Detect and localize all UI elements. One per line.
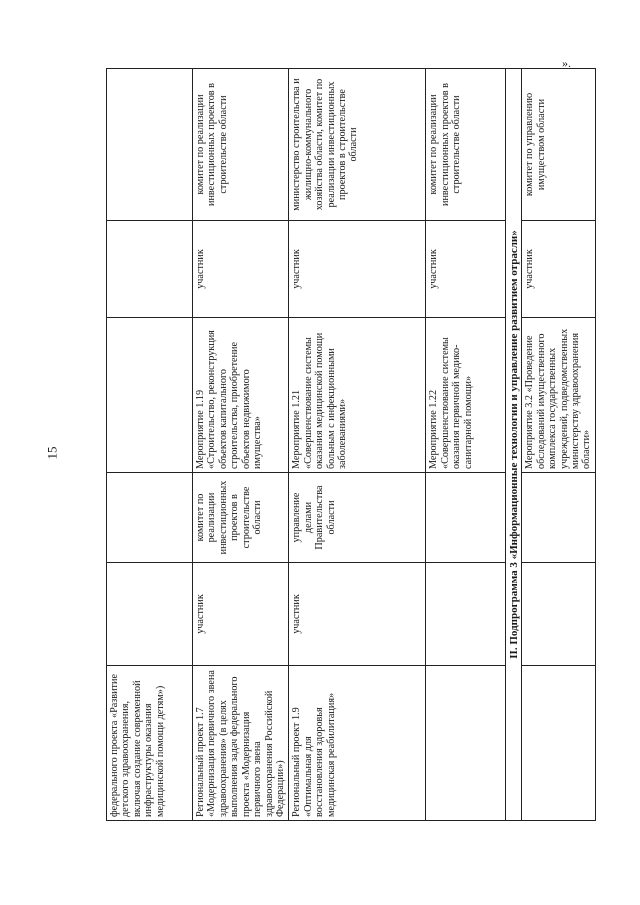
role-cell (107, 563, 193, 666)
role-cell: участник (522, 221, 596, 318)
table-row (522, 69, 596, 821)
role-cell: участник (193, 221, 289, 318)
subprogram-heading: II. Подпрограмма 3 «Информационные технологии и управление развитием отрасли» (506, 69, 522, 821)
activity-cell: Региональный проект 1.7 «Модернизация первичного звена здравоохранения» (в целях выполнения задач федерального проекта «Модернизация первичного звена здравоохранения Российской Федерации») (193, 666, 289, 821)
measure-cell: Мероприятие 1.21 «Совершенствование системы оказания медицинской помощи больным с инфекционными заболеваниями» (289, 318, 426, 473)
organization-cell: управление делами Правительства области (289, 473, 426, 563)
organization-cell (426, 473, 506, 563)
activity-cell (426, 666, 506, 821)
table-row (289, 69, 426, 821)
role-cell: участник (289, 221, 426, 318)
activity-cell: федерального проекта «Развитие детского здравоохранения, включая создание современной инфраструктуры оказания медицинской помощи детям») (107, 666, 193, 821)
activity-cell: Региональный проект 1.9 «Оптимальная для восстановления здоровья медицинская реабилитация» (289, 666, 426, 821)
organization-cell: министерство строительства и жилищно-коммунального хозяйства области, комитет по реализации инвестиционных проектов в строительстве области (289, 69, 426, 221)
measure-cell: Мероприятие 1.19 «Строительство, реконструкция объектов капитального строительства, приобретение объектов недвижимого имущества» (193, 318, 289, 473)
table-row (193, 69, 289, 821)
role-cell: участник (289, 563, 426, 666)
rotated-table-frame (106, 69, 593, 821)
table-row (426, 69, 506, 821)
role-cell (522, 563, 596, 666)
table-row (506, 69, 522, 821)
role-cell: участник (193, 563, 289, 666)
rotated-table-content (106, 69, 593, 821)
measure-cell (107, 318, 193, 473)
program-activities-table (106, 68, 596, 821)
role-cell (107, 221, 193, 318)
organization-cell (107, 473, 193, 563)
role-cell (426, 563, 506, 666)
activity-cell (522, 666, 596, 821)
organization-cell: комитет по управлению имуществом области (522, 69, 596, 221)
organization-cell (107, 69, 193, 221)
table-row (107, 69, 193, 821)
page-number: 15 (44, 446, 60, 459)
measure-cell: Мероприятие 3.2 «Проведение обследований имущественного комплекса государственных учреждений, подведомственных министерству здравоохранения области» (522, 318, 596, 473)
role-cell: участник (426, 221, 506, 318)
organization-cell: комитет по реализации инвестиционных проектов в строительстве области (426, 69, 506, 221)
organization-cell (522, 473, 596, 563)
closing-quote-mark: ». (562, 56, 571, 70)
measure-cell: Мероприятие 1.22 «Совершенствование системы оказания первичной медико-санитарной помощи» (426, 318, 506, 473)
organization-cell: комитет по реализации инвестиционных проектов в строительстве области (193, 69, 289, 221)
organization-cell: комитет по реализации инвестиционных проектов в строительстве области (193, 473, 289, 563)
